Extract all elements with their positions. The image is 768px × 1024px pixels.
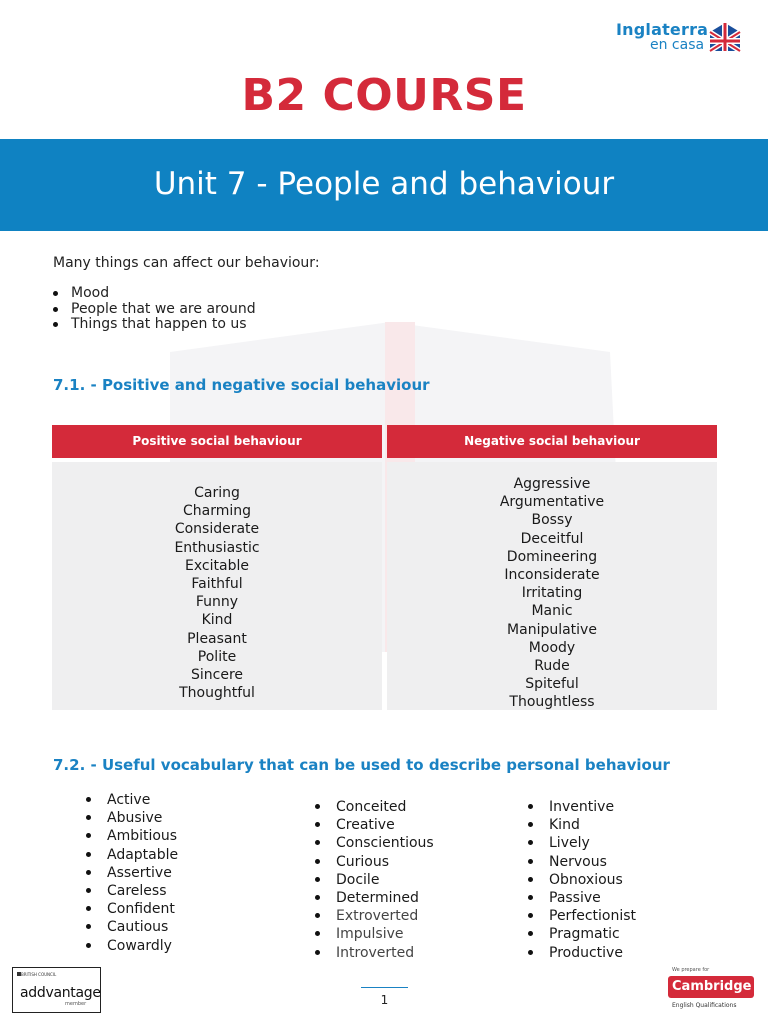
- list-item: Rude: [534, 657, 570, 674]
- section-heading-7-1: 7.1. - Positive and negative social behaviour: [53, 376, 430, 394]
- list-item: Manic: [531, 603, 573, 620]
- list-item: Things that happen to us: [53, 317, 256, 333]
- list-item: Charming: [182, 503, 252, 520]
- list-item: Sincere: [190, 666, 244, 683]
- vocab-column-3: [528, 798, 636, 962]
- vocab-column-1: [86, 791, 178, 955]
- list-item: Perfectionist: [528, 907, 636, 925]
- list-item: Irritating: [521, 585, 583, 602]
- intro-text: Many things can affect our behaviour:: [53, 255, 320, 271]
- list-item: Thoughtful: [179, 685, 255, 702]
- list-item: Pragmatic: [528, 925, 636, 943]
- list-item: Obnoxious: [528, 871, 636, 889]
- course-title: B2 COURSE: [241, 70, 527, 121]
- list-item: Conscientious: [315, 834, 434, 852]
- cambridge-badge: [668, 976, 754, 998]
- table-cell-positive: [52, 462, 382, 710]
- list-item: Productive: [528, 944, 636, 962]
- list-item: Extroverted: [315, 907, 434, 925]
- unit-title: Unit 7 - People and behaviour: [153, 166, 615, 202]
- cambridge-logo: [668, 967, 758, 1013]
- positive-word-list: [52, 484, 382, 702]
- addvantage-member-text: member: [65, 1001, 87, 1007]
- union-jack-house-icon: [708, 22, 742, 52]
- cambridge-prep-text: We prepare for: [672, 967, 710, 973]
- list-item: Kind: [528, 816, 636, 834]
- inglaterra-logo: [616, 20, 748, 54]
- list-item: Bossy: [531, 512, 573, 529]
- list-item: Spiteful: [525, 676, 579, 693]
- list-item: Docile: [315, 871, 434, 889]
- list-item: Determined: [315, 889, 434, 907]
- list-item: Mood: [53, 286, 256, 302]
- negative-word-list: [387, 475, 717, 711]
- list-item: Funny: [195, 594, 239, 611]
- addvantage-logo: [12, 967, 101, 1013]
- page-number: 1: [380, 993, 389, 1007]
- list-item: Aggressive: [513, 476, 591, 492]
- list-item: Adaptable: [86, 846, 178, 864]
- table-header-positive: Positive social behaviour: [52, 425, 382, 458]
- list-item: Creative: [315, 816, 434, 834]
- list-item: Careless: [86, 882, 178, 900]
- list-item: Lively: [528, 834, 636, 852]
- addvantage-text: addvantage: [20, 985, 101, 1001]
- cambridge-sub-text: English Qualifications: [672, 1002, 737, 1009]
- table-header-negative: Negative social behaviour: [387, 425, 717, 458]
- list-item: Active: [86, 791, 178, 809]
- intro-bullet-list: [53, 286, 256, 333]
- list-item: Manipulative: [507, 621, 597, 638]
- list-item: Assertive: [86, 864, 178, 882]
- list-item: Cautious: [86, 918, 178, 936]
- list-item: Thoughtless: [509, 694, 595, 711]
- list-item: Nervous: [528, 853, 636, 871]
- list-item: Conceited: [315, 798, 434, 816]
- vocab-column-2: [315, 798, 434, 962]
- list-item: Passive: [528, 889, 636, 907]
- list-item: Introverted: [315, 944, 434, 962]
- list-item: Faithful: [191, 575, 243, 592]
- list-item: Caring: [194, 485, 240, 501]
- list-item: Enthusiastic: [174, 539, 260, 556]
- list-item: Pleasant: [187, 630, 247, 647]
- list-item: Cowardly: [86, 937, 178, 955]
- list-item: Considerate: [174, 521, 260, 538]
- logo-brand-text: Inglaterra: [616, 20, 709, 39]
- addvantage-tiny-text: BRITISH COUNCIL: [21, 972, 57, 977]
- list-item: Ambitious: [86, 827, 178, 845]
- list-item: Inconsiderate: [504, 566, 600, 583]
- list-item: Curious: [315, 853, 434, 871]
- table-cell-negative: [387, 462, 717, 710]
- list-item: Confident: [86, 900, 178, 918]
- list-item: Inventive: [528, 798, 636, 816]
- list-item: People that we are around: [53, 302, 256, 318]
- list-item: Abusive: [86, 809, 178, 827]
- list-item: Deceitful: [520, 530, 584, 547]
- logo-sub-text: en casa: [650, 37, 705, 53]
- list-item: Moody: [528, 639, 576, 656]
- list-item: Argumentative: [499, 494, 605, 511]
- cambridge-text: Cambridge: [672, 979, 752, 994]
- page-number-rule: [361, 987, 408, 988]
- list-item: Impulsive: [315, 925, 434, 943]
- list-item: Domineering: [506, 548, 598, 565]
- list-item: Kind: [201, 612, 233, 629]
- list-item: Polite: [197, 648, 237, 665]
- section-heading-7-2: 7.2. - Useful vocabulary that can be used to describe personal behaviour: [53, 756, 670, 774]
- list-item: Excitable: [185, 557, 249, 574]
